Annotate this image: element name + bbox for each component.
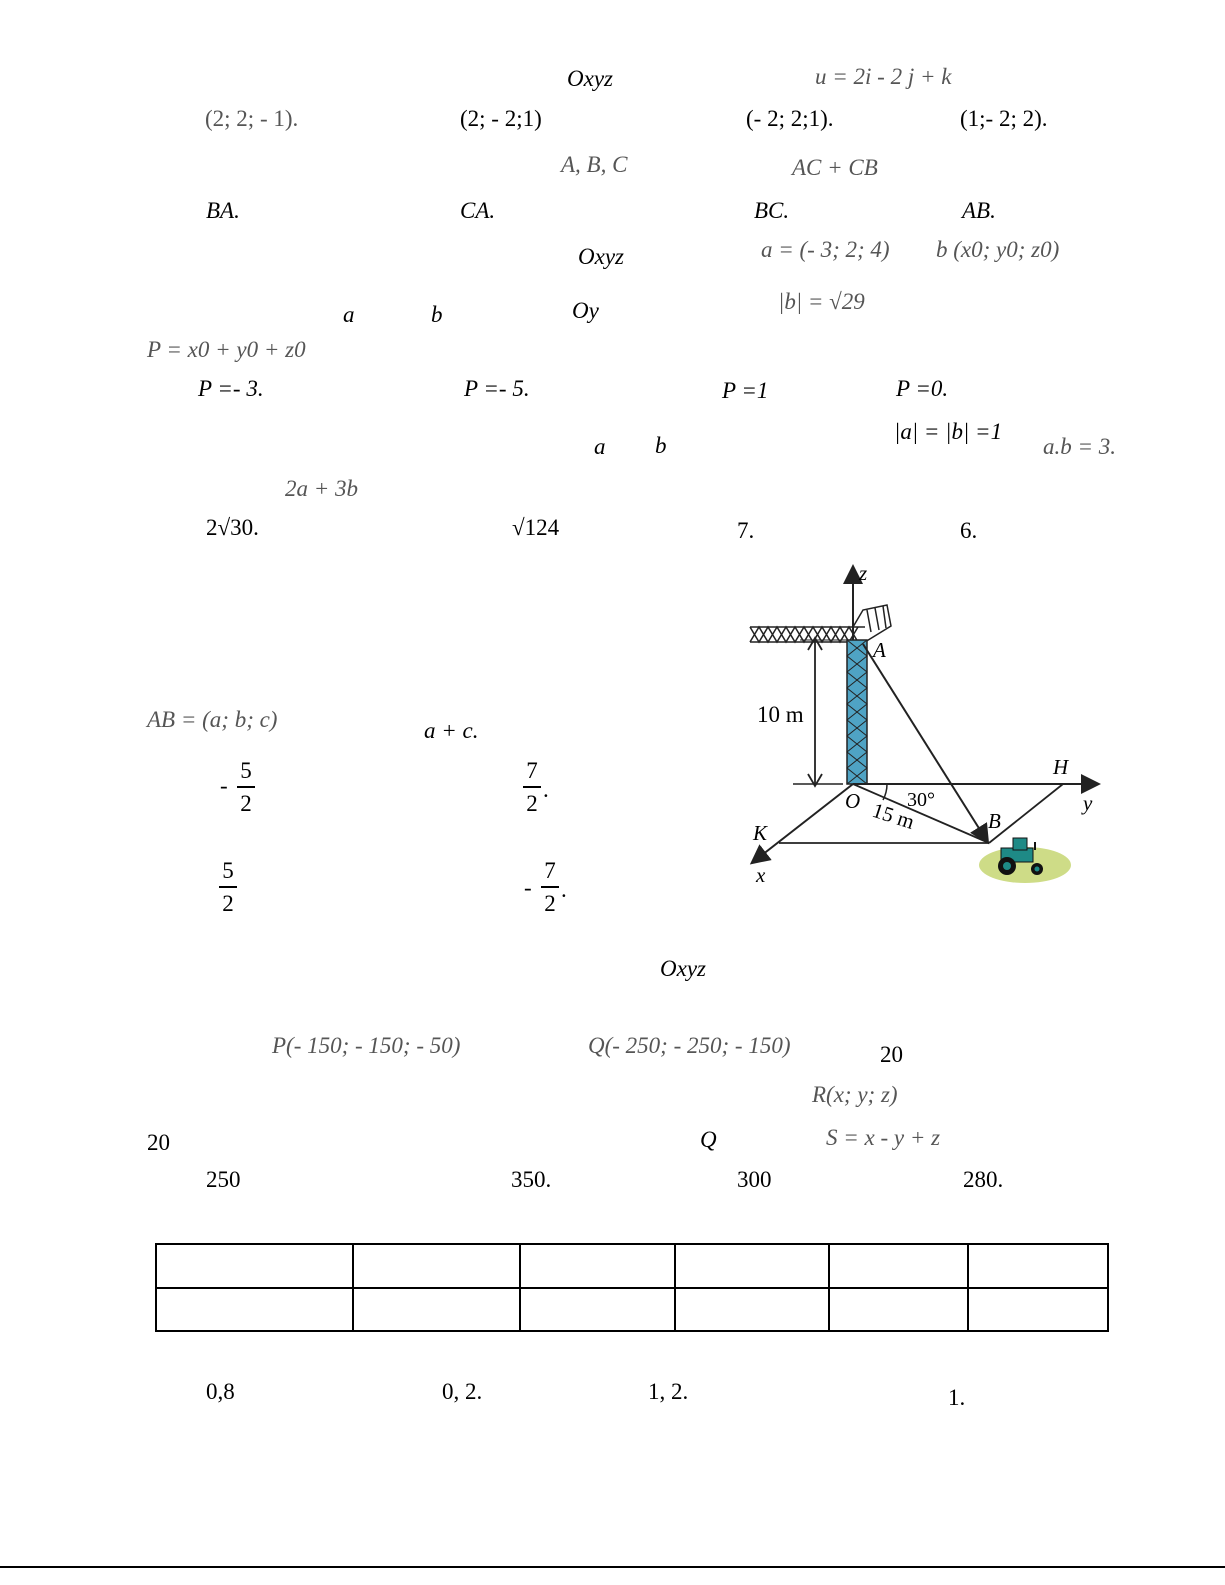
table-cell: [968, 1288, 1108, 1332]
table-cell: [156, 1288, 353, 1332]
label-angle: 30°: [907, 789, 935, 811]
q5-option-a-sign: -: [220, 773, 228, 798]
fraction-bar: [541, 886, 559, 888]
q5-option-d-den: 2: [544, 890, 556, 916]
q6-q: Q: [700, 1127, 717, 1152]
table-row: [156, 1288, 1108, 1332]
table-cell: [520, 1288, 675, 1332]
q5-ab: AB = (a; b; c): [147, 707, 278, 732]
table-row: [156, 1244, 1108, 1288]
q5-option-c[interactable]: [219, 859, 237, 915]
fraction-bar: [237, 786, 255, 788]
label-b: B: [988, 809, 1001, 833]
q3-option-c[interactable]: P =1: [722, 378, 769, 403]
table-cell: [968, 1244, 1108, 1288]
table-cell: [520, 1244, 675, 1288]
table-cell: [675, 1244, 829, 1288]
q5-option-d-num: 7: [544, 858, 556, 883]
q7-option-c[interactable]: 1, 2.: [648, 1379, 689, 1404]
q3-p-expr: P = x0 + y0 + z0: [147, 337, 306, 362]
q1-system: Oxyz: [567, 66, 613, 91]
q2-expr: AC + CB: [792, 155, 878, 180]
q1-option-a[interactable]: (2; 2; - 1).: [205, 106, 299, 131]
fraction-bar: [219, 886, 237, 888]
table-cell: [353, 1288, 521, 1332]
q5-option-b[interactable]: [523, 759, 541, 815]
q4-dot: a.b = 3.: [1043, 434, 1117, 459]
q3-b: b: [431, 302, 443, 327]
q3-a: a: [343, 302, 355, 327]
q7-option-a[interactable]: 0,8: [206, 1379, 235, 1404]
q3-vector-a: a = (- 3; 2; 4): [761, 237, 890, 262]
q3-system: Oxyz: [578, 244, 624, 269]
q1-option-c[interactable]: (- 2; 2;1).: [746, 106, 834, 131]
q3-axis: Oy: [572, 298, 599, 323]
q3-option-a[interactable]: P =- 3.: [198, 376, 264, 401]
q5-option-b-tail: .: [543, 777, 549, 802]
q3-option-b[interactable]: P =- 5.: [464, 376, 530, 401]
table-cell: [829, 1288, 969, 1332]
q2-option-d[interactable]: AB.: [962, 198, 996, 223]
q5-option-a-den: 2: [240, 790, 252, 816]
label-a: A: [873, 638, 886, 662]
q6-option-a[interactable]: 250: [206, 1167, 241, 1192]
table-cell: [829, 1244, 969, 1288]
q4-option-c[interactable]: 7.: [737, 518, 755, 543]
q6-system: Oxyz: [660, 956, 706, 981]
q4-option-a[interactable]: 2√30.: [206, 515, 259, 540]
data-table: [155, 1243, 1109, 1332]
q2-points: A, B, C: [561, 152, 628, 177]
q6-point-q: Q(- 250; - 250; - 150): [588, 1033, 791, 1058]
q2-option-a[interactable]: BA.: [206, 198, 240, 223]
q4-b: b: [655, 433, 667, 458]
q5-option-c-den: 2: [222, 890, 234, 916]
table-cell: [675, 1288, 829, 1332]
q6-s-expr: S = x - y + z: [826, 1125, 941, 1150]
q7-option-b[interactable]: 0, 2.: [442, 1379, 483, 1404]
label-distance: 15 m: [869, 797, 918, 834]
q6-point-p: P(- 150; - 150; - 50): [272, 1033, 461, 1058]
table-cell: [353, 1244, 521, 1288]
label-height: 10 m: [757, 702, 804, 727]
x-axis: [753, 784, 853, 862]
table-cell: [156, 1244, 353, 1288]
label-k: K: [753, 821, 768, 845]
q4-option-b[interactable]: √124: [512, 515, 560, 540]
q5-option-c-num: 5: [222, 858, 234, 883]
q5-option-d-tail: .: [561, 877, 567, 902]
q5-option-b-num: 7: [526, 758, 538, 783]
q6-option-b[interactable]: 350.: [511, 1167, 552, 1192]
q5-option-d[interactable]: [541, 859, 559, 915]
fraction-bar: [523, 786, 541, 788]
q2-option-c[interactable]: BC.: [754, 198, 790, 223]
label-y: y: [1083, 791, 1093, 815]
label-x: x: [756, 863, 766, 887]
q3-vector-b: b (x0; y0; z0): [936, 237, 1060, 262]
q1-vector: u = 2i - 2 j + k: [815, 64, 952, 89]
q4-option-d[interactable]: 6.: [960, 518, 978, 543]
crane-jib: [750, 605, 891, 642]
q2-option-b[interactable]: CA.: [460, 198, 496, 223]
page-bottom-rule: [0, 1566, 1225, 1568]
q1-option-b[interactable]: (2; - 2;1): [460, 106, 542, 131]
q3-option-d[interactable]: P =0.: [896, 376, 949, 401]
q4-a: a: [594, 434, 606, 459]
q5-option-a-num: 5: [240, 758, 252, 783]
label-h: H: [1053, 755, 1069, 779]
q4-expr: 2a + 3b: [285, 476, 359, 501]
q5-option-a[interactable]: [237, 759, 255, 815]
q1-option-d[interactable]: (1;- 2; 2).: [960, 106, 1048, 131]
q6-option-c[interactable]: 300: [737, 1167, 772, 1192]
crane-tractor-figure: [745, 560, 1125, 890]
q4-norms: |a| = |b| =1: [894, 419, 1003, 444]
q7-option-d[interactable]: 1.: [948, 1385, 966, 1410]
label-o: O: [845, 789, 861, 813]
q5-option-b-den: 2: [526, 790, 538, 816]
q6-number-2: 20: [147, 1130, 170, 1155]
q5-option-d-sign: -: [524, 875, 532, 900]
q6-number-1: 20: [880, 1042, 903, 1067]
label-z: z: [859, 561, 868, 585]
q6-point-r: R(x; y; z): [812, 1082, 898, 1107]
q5-sum: a + c.: [424, 718, 479, 743]
q3-norm: |b| = √29: [778, 289, 865, 314]
q6-option-d[interactable]: 280.: [963, 1167, 1004, 1192]
